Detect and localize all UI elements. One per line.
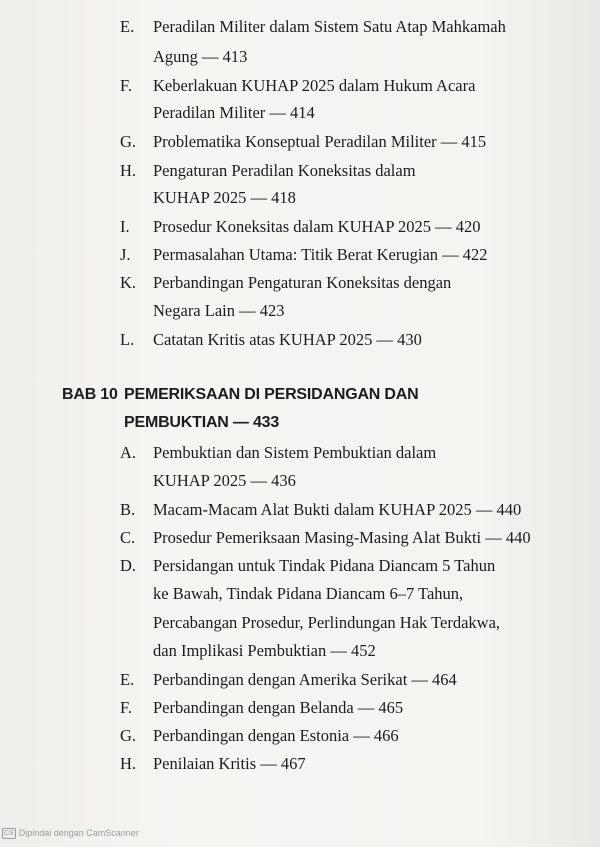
toc-entry-text: Macam-Macam Alat Bukti dalam KUHAP 2025 — 440 [153, 500, 522, 519]
toc-entry-text: Perbandingan dengan Estonia — 466 [153, 726, 399, 745]
chapter-title-cont: PEMBUKTIAN — 433 [124, 414, 280, 431]
toc-entry-letter: F. [120, 698, 132, 717]
toc-entry-letter: D. [120, 556, 137, 575]
toc-entry-text: Problematika Konseptual Peradilan Militer — 415 [153, 132, 487, 151]
toc-entry-text: Perbandingan Pengaturan Koneksitas dengan [153, 273, 452, 292]
toc-entry-text: Prosedur Pemeriksaan Masing-Masing Alat Bukti — 440 [153, 528, 531, 547]
toc-entry-letter: G. [120, 726, 137, 745]
toc-entry-text: Agung — 413 [153, 47, 248, 66]
toc-entry-letter: I. [120, 217, 130, 236]
toc-entry-text: Perbandingan dengan Amerika Serikat — 464 [153, 670, 457, 689]
toc-entry-text: Peradilan Militer dalam Sistem Satu Atap Mahkamah [153, 17, 506, 36]
toc-entry-letter: J. [120, 245, 131, 264]
toc-entry-text: Pengaturan Peradilan Koneksitas dalam [153, 161, 416, 180]
toc-entry-text: Peradilan Militer — 414 [153, 103, 315, 122]
toc-entry-letter: A. [120, 443, 137, 462]
toc-entry-letter: C. [120, 528, 136, 547]
scanner-watermark [2, 828, 139, 839]
toc-entry-letter: G. [120, 132, 137, 151]
toc-entry-text: ke Bawah, Tindak Pidana Diancam 6–7 Tahun, [153, 584, 464, 603]
toc-entry-letter: E. [120, 670, 135, 689]
toc-entry-text: Pembuktian dan Sistem Pembuktian dalam [153, 443, 437, 462]
toc-entry-text: Catatan Kritis atas KUHAP 2025 — 430 [153, 330, 422, 349]
toc-entry-letter: B. [120, 500, 136, 519]
toc-entry-letter: H. [120, 754, 137, 773]
toc-entry-text: KUHAP 2025 — 436 [153, 471, 296, 490]
toc-entry-letter: E. [120, 17, 135, 36]
toc-entry-text: Perbandingan dengan Belanda — 465 [153, 698, 404, 717]
chapter-label: BAB 10 [62, 386, 118, 403]
toc-entry-text: Penilaian Kritis — 467 [153, 754, 306, 773]
watermark-text: Dipindai dengan CamScanner [18, 828, 139, 838]
toc-entry-text: Prosedur Koneksitas dalam KUHAP 2025 — 420 [153, 217, 481, 236]
toc-entry-text: Keberlakuan KUHAP 2025 dalam Hukum Acara [153, 76, 476, 95]
toc-entry-letter: L. [120, 330, 135, 349]
toc-entry-text: Percabangan Prosedur, Perlindungan Hak Terdakwa, [153, 613, 501, 632]
toc-entry-letter: H. [120, 161, 137, 180]
toc-entry-text: dan Implikasi Pembuktian — 452 [153, 641, 376, 660]
toc-entry-text: KUHAP 2025 — 418 [153, 188, 296, 207]
toc-entry-text: Negara Lain — 423 [153, 301, 285, 320]
toc-entry-letter: K. [120, 273, 137, 292]
toc-entry-text: Persidangan untuk Tindak Pidana Diancam 5 Tahun [153, 556, 496, 575]
toc-entry-letter: F. [120, 76, 132, 95]
toc-entry-text: Permasalahan Utama: Titik Berat Kerugian — 422 [153, 245, 488, 264]
chapter-title: PEMERIKSAAN DI PERSIDANGAN DAN [124, 386, 419, 403]
camscanner-logo-icon: CS [4, 830, 14, 837]
